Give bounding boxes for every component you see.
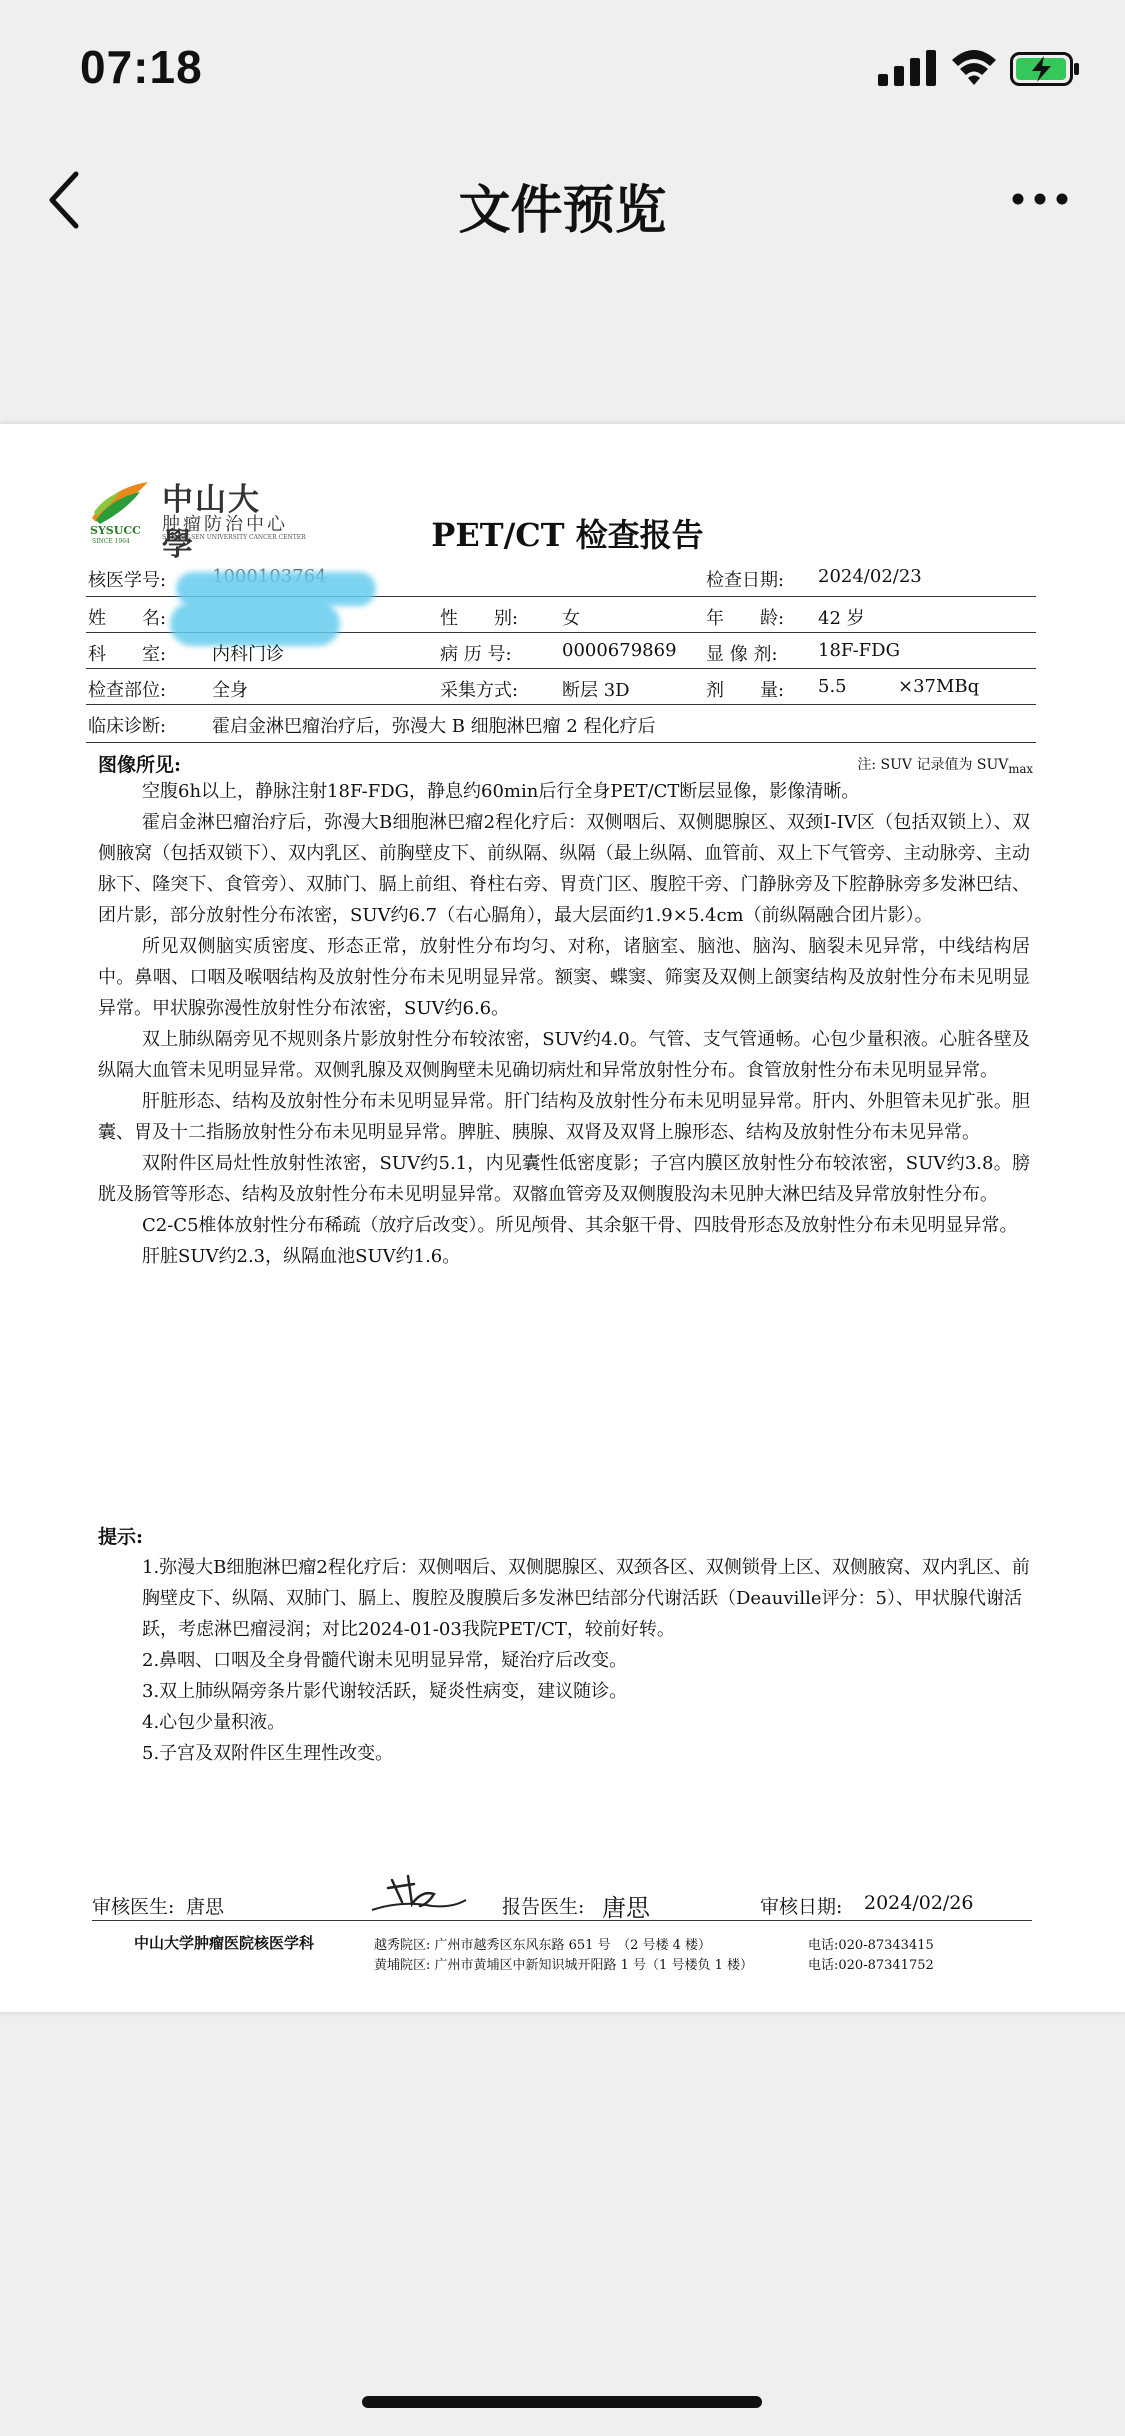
- findings-body: [98, 776, 1030, 1272]
- dose-label: 剂 量:: [706, 680, 785, 701]
- tip-item: 2.鼻咽、口咽及全身骨髓代谢未见明显异常，疑治疗后改变。: [142, 1650, 628, 1671]
- review-date-value: 2024/02/26: [864, 1892, 974, 1914]
- mode-value: 断层 3D: [562, 680, 630, 701]
- diagnosis-label: 临床诊断:: [88, 716, 167, 737]
- table-line: [86, 668, 1036, 669]
- tip-item: 4.心包少量积液。: [142, 1712, 286, 1733]
- record-value: 0000679869: [562, 640, 677, 661]
- reviewer-name: 唐思: [186, 1896, 225, 1918]
- suv-note-sub: max: [1008, 761, 1033, 776]
- tip-item: 3.双上肺纵隔旁条片影代谢较活跃，疑炎性病变，建议随诊。: [142, 1681, 628, 1702]
- findings-paragraph: 双附件区局灶性放射性浓密，SUV约5.1，内见囊性低密度影；子宫内膜区放射性分布较浓密，SUV约3.8。膀胱及肠管等形态、结构及放射性分布未见明显异常。双髂血管旁及双侧腹股沟未见肿大淋巴结及异常放射性分布。: [98, 1153, 1030, 1205]
- footer-address-2: 黄埔院区: 广州市黄埔区中新知识城开阳路 1 号（1 号楼负 1 楼）: [374, 1958, 753, 1973]
- tip-item: 5.子宫及双附件区生理性改变。: [142, 1743, 394, 1764]
- dept-value: 内科门诊: [212, 644, 284, 665]
- findings-paragraph: 肝脏SUV约2.3，纵隔血池SUV约1.6。: [142, 1246, 461, 1267]
- logo-name-cn: 中山大學: [162, 482, 261, 563]
- report-title: PET/CT 检查报告: [431, 516, 704, 554]
- footer-dept: 中山大学肿瘤医院核医学科: [134, 1934, 315, 1952]
- document-page[interactable]: [0, 424, 1125, 2012]
- reporter-label: 报告医生:: [502, 1896, 585, 1918]
- handwritten-signature: [362, 1870, 472, 1920]
- sex-value: 女: [562, 608, 580, 629]
- logo-since: SINCE 1964: [92, 538, 130, 545]
- findings-paragraph: 双上肺纵隔旁见不规则条片影放射性分布较浓密，SUV约4.0。气管、支气管通畅。心包少量积液。心脏各壁及纵隔大血管未见明显异常。双侧乳腺及双侧胸壁未见确切病灶和异常放射性分布。食管放射性分布未见明显异常。: [98, 1029, 1030, 1081]
- nav-title: 文件预览: [458, 181, 667, 241]
- findings-paragraph: 空腹6h以上，静脉注射18F-FDG，静息约60min后行全身PET/CT断层显像，影像清晰。: [142, 781, 860, 802]
- mode-label: 采集方式:: [440, 680, 519, 701]
- battery-charging-icon: [1010, 52, 1080, 86]
- wifi-icon: [950, 46, 998, 86]
- age-value: 42 岁: [818, 608, 865, 629]
- diagnosis-value: 霍启金淋巴瘤治疗后，弥漫大 B 细胞淋巴瘤 2 程化疗后: [212, 716, 656, 737]
- reporter-name: 唐思: [602, 1894, 650, 1922]
- footer-line: [92, 1920, 1032, 1921]
- reviewer-label: 审核医生:: [92, 1896, 175, 1918]
- review-date-label: 审核日期:: [760, 1896, 843, 1918]
- name-label: 姓 名:: [88, 608, 167, 629]
- findings-paragraph: 肝脏形态、结构及放射性分布未见明显异常。肝门结构及放射性分布未见明显异常。肝内、外胆管未见扩张。胆囊、胃及十二指肠放射性分布未见明显异常。脾脏、胰腺、双肾及双肾上腺形态、结构及放射性分布未见异常。: [98, 1091, 1030, 1143]
- table-line: [86, 742, 1036, 743]
- sex-label: 性 别:: [440, 608, 519, 629]
- footer-address-1: 越秀院区: 广州市越秀区东风东路 651 号 （2 号楼 4 楼）: [374, 1938, 712, 1953]
- dept-label: 科 室:: [88, 644, 167, 665]
- nav-bar: [0, 140, 1125, 260]
- home-indicator[interactable]: [362, 2396, 762, 2408]
- dose-value: 5.5: [818, 676, 847, 697]
- tip-item: 1.弥漫大B细胞淋巴瘤2程化疗后：双侧咽后、双侧腮腺区、双颈各区、双侧锁骨上区、双侧腋窝、双内乳区、前胸壁皮下、纵隔、双肺门、膈上、腹腔及腹膜后多发淋巴结部分代谢活跃（Deauville评分：5）、甲状腺代谢活跃，考虑淋巴瘤浸润；对比2024-01-03我院PET/CT，较前好转。: [142, 1557, 1030, 1640]
- tips-heading: 提示:: [98, 1526, 144, 1548]
- site-label: 检查部位:: [88, 680, 167, 701]
- record-label: 病 历 号:: [440, 644, 512, 665]
- logo-abbr: SYSUCC: [90, 524, 141, 537]
- tips-body: [98, 1552, 1030, 1769]
- findings-heading: 图像所见:: [98, 754, 182, 776]
- logo-subtitle: 肿瘤防治中心: [162, 514, 288, 535]
- status-bar: [0, 0, 1125, 130]
- suv-note-text: 注: SUV 记录值为 SUV: [857, 757, 1009, 773]
- suv-note: [857, 754, 1033, 776]
- footer-tel-2: 电话:020-87341752: [808, 1958, 934, 1973]
- exam-date-label: 检查日期:: [706, 570, 785, 591]
- findings-paragraph: 霍启金淋巴瘤治疗后，弥漫大B细胞淋巴瘤2程化疗后：双侧咽后、双侧腮腺区、双颈I-IV区（包括双锁上）、双侧腋窝（包括双锁下）、双内乳区、前胸壁皮下、前纵隔、纵隔（最上纵隔、血管前、双上下气管旁、主动脉旁、主动脉下、隆突下、食管旁）、双肺门、膈上前组、脊柱右旁、胃贲门区、腹腔干旁、门静脉旁及下腔静脉旁多发淋巴结、团片影，部分放射性分布浓密，SUV约6.7（右心膈角），最大层面约1.9×5.4cm（前纵隔融合团片影）。: [98, 812, 1030, 926]
- more-options-icon[interactable]: [1010, 188, 1070, 210]
- agent-value: 18F-FDG: [818, 640, 900, 661]
- cellular-signal-icon: [878, 50, 936, 86]
- exam-date-value: 2024/02/23: [818, 566, 922, 587]
- status-time: 07:18: [80, 41, 203, 93]
- findings-paragraph: C2-C5椎体放射性分布稀疏（放疗后改变）。所见颅骨、其余躯干骨、四肢骨形态及放射性分布未见明显异常。: [142, 1215, 1018, 1236]
- site-value: 全身: [212, 680, 248, 701]
- findings-paragraph: 所见双侧脑实质密度、形态正常，放射性分布均匀、对称，诸脑室、脑池、脑沟、脑裂未见异常，中线结构居中。鼻咽、口咽及喉咽结构及放射性分布未见明显异常。额窦、蝶窦、筛窦及双侧上颌窦结构及放射性分布未见明显异常。甲状腺弥漫性放射性分布浓密，SUV约6.6。: [98, 936, 1030, 1019]
- agent-label: 显 像 剂:: [706, 644, 778, 665]
- redaction-blur: [176, 572, 376, 606]
- age-label: 年 龄:: [706, 608, 785, 629]
- table-line: [86, 704, 1036, 705]
- nuclear-no-label: 核医学号:: [88, 570, 167, 591]
- footer-tel-1: 电话:020-87343415: [808, 1938, 934, 1953]
- logo-name-en: SUN YAT-SEN UNIVERSITY CANCER CENTER: [162, 534, 306, 541]
- dose-unit: ×37MBq: [898, 676, 980, 697]
